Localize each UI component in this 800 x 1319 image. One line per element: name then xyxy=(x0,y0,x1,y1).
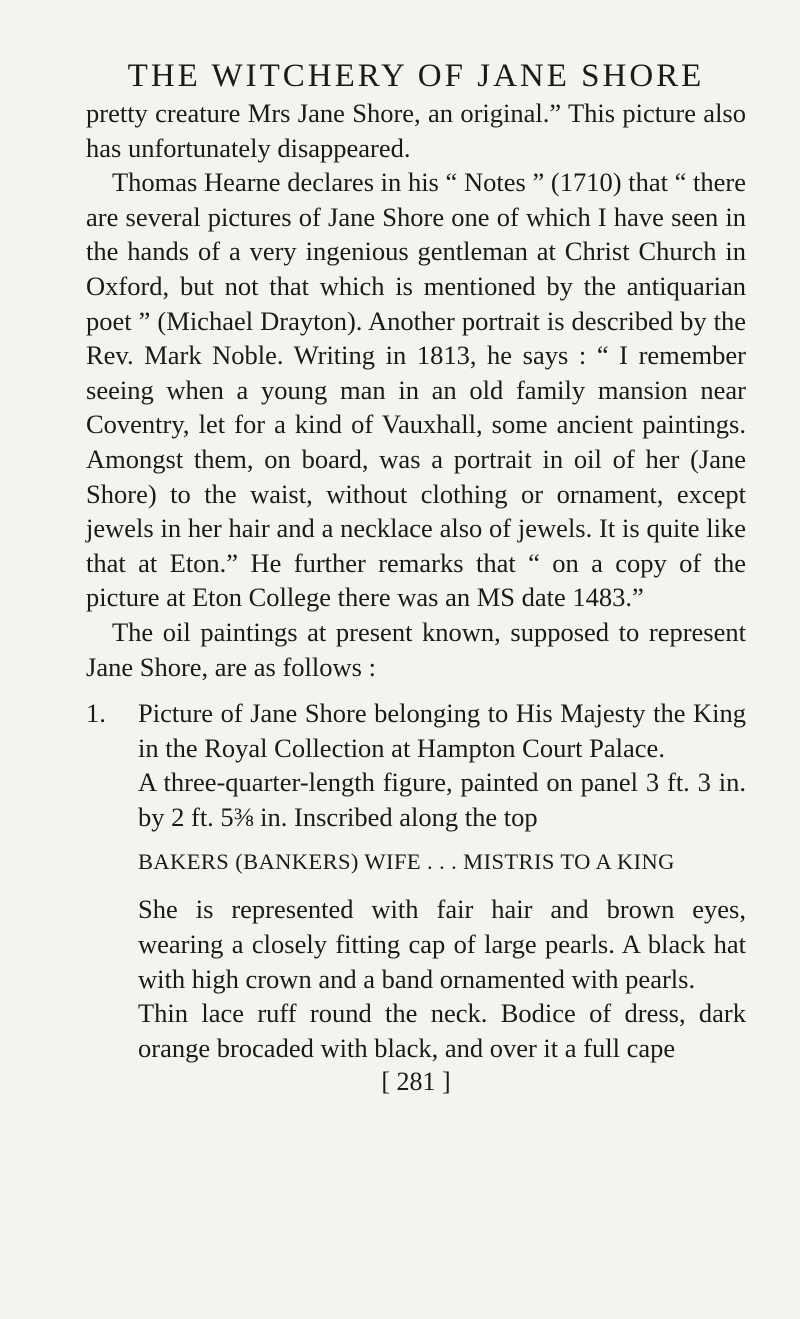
list-number: 1. xyxy=(86,698,106,729)
list-item-1 xyxy=(86,696,746,765)
painting-detail-1: She is represented with fair hair and brown eyes, wearing a closely fitting cap of large pearls. A black hat with high crown and a band ornamented with pearls. xyxy=(138,894,746,994)
paragraph-2: Thomas Hearne declares in his “ Notes ” (1710) that “ there are several pictures of Jane Shore one of which I have seen in the hands of a very ingenious gentleman at Christ Church in Oxford, but not that which is mentioned by the antiquarian poet ” (Michael Drayton). Another portrait is described by the Rev. Mark Noble. Writing in 1813, he says : “ I remember seeing when a young man in an old family mansion near Coventry, let for a kind of Vauxhall, some ancient paintings. Amongst them, on board, was a portrait in oil of her (Jane Shore) to the waist, without clothing or ornament, except jewels in her hair and a necklace also of jewels. It is quite like that at Eton.” He further remarks that “ on a copy of the picture at Eton College there was an MS date 1483.” xyxy=(86,167,746,613)
book-page xyxy=(86,56,746,1099)
page-number: [ 281 ] xyxy=(381,1067,451,1097)
painting-description: A three-quarter-length figure, painted on panel 3 ft. 3 in. by 2 ft. 5⅜ in. Inscribed along the top xyxy=(138,767,746,832)
list-item-title: Picture of Jane Shore belonging to His Majesty the King in the Royal Collection at Hampton Court Palace. xyxy=(138,698,746,763)
inscription: BAKERS (BANKERS) WIFE . . . MISTRIS TO A KING xyxy=(138,849,675,875)
running-head: THE WITCHERY OF JANE SHORE xyxy=(127,58,705,94)
paragraph-3: The oil paintings at present known, supposed to represent Jane Shore, are as follows : xyxy=(86,616,746,682)
painting-detail-2: Thin lace ruff round the neck. Bodice of dress, dark orange brocaded with black, and over it a full cape xyxy=(138,998,746,1063)
body-text xyxy=(86,96,746,1065)
paragraph-1: pretty creature Mrs Jane Shore, an original.” This picture also has unfortunately disappeared. xyxy=(86,98,746,163)
